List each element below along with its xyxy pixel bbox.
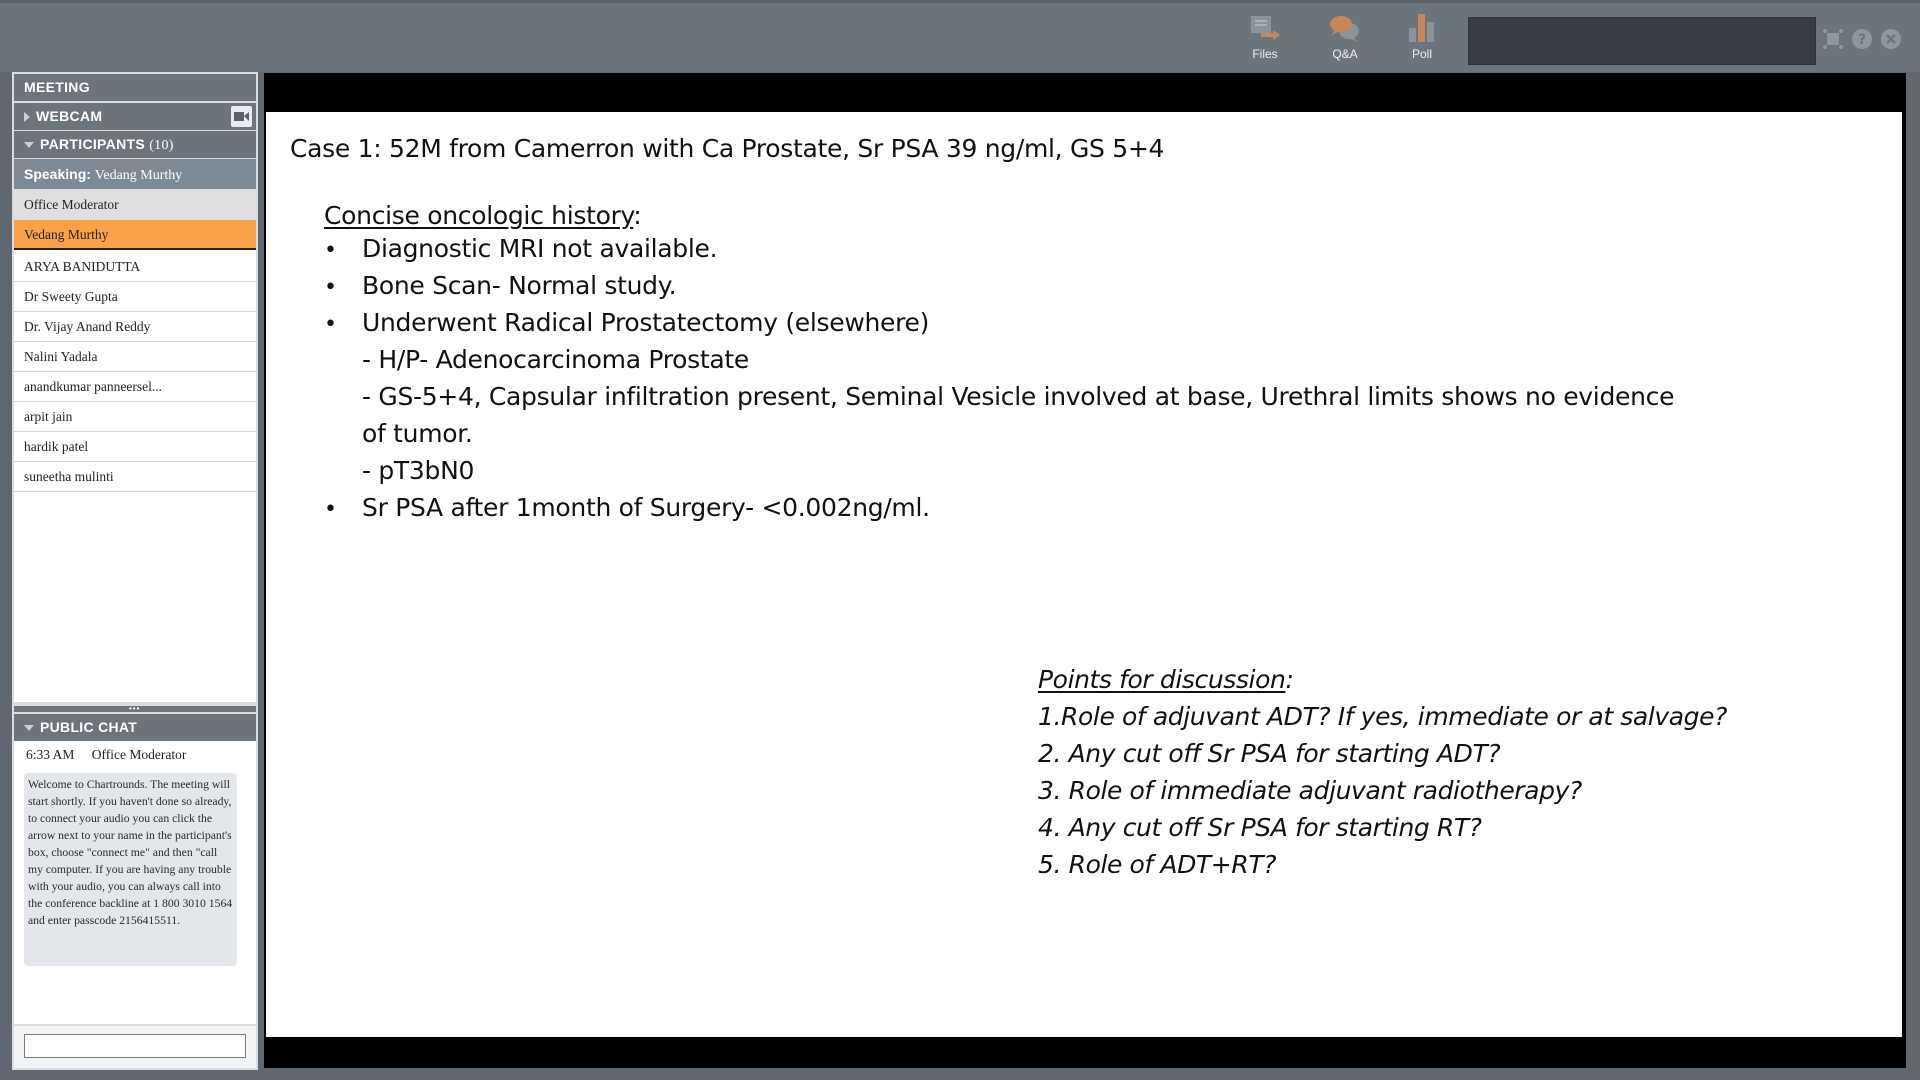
participant-row[interactable]: [14, 252, 256, 282]
meeting-title-box: [1468, 17, 1816, 65]
discussion-heading-colon: :: [1285, 665, 1294, 694]
close-button[interactable]: [1880, 28, 1902, 50]
participant-row[interactable]: [14, 432, 256, 462]
poll-button[interactable]: [1387, 13, 1457, 71]
participants-count: (10): [149, 138, 174, 153]
discussion-point: 2. Any cut off Sr PSA for starting ADT?: [1038, 739, 1501, 768]
participant-row[interactable]: [14, 342, 256, 372]
history-line: Diagnostic MRI not available.: [362, 234, 718, 263]
bullet-icon: •: [324, 497, 337, 522]
presentation-slide: [266, 112, 1902, 1037]
collapse-arrow-icon: [24, 725, 34, 731]
fullscreen-button[interactable]: [1822, 28, 1844, 50]
participant-row[interactable]: [14, 190, 256, 220]
discussion-point: 5. Role of ADT+RT?: [1038, 850, 1277, 879]
history-line: - pT3bN0: [362, 456, 475, 485]
participant-row[interactable]: [14, 282, 256, 312]
bullet-icon: •: [324, 238, 337, 263]
slide-title: Case 1: 52M from Camerron with Ca Prostate, Sr PSA 39 ng/ml, GS 5+4: [290, 134, 1165, 163]
speaking-name: Vedang Murthy: [94, 168, 183, 183]
chat-input[interactable]: [24, 1034, 246, 1058]
history-heading-colon: :: [633, 201, 642, 230]
files-icon: [1247, 13, 1283, 43]
video-camera-icon: [231, 106, 252, 127]
poll-label: Poll: [1411, 47, 1432, 61]
panel-resize-handle[interactable]: [14, 706, 256, 712]
participants-header[interactable]: [14, 131, 256, 158]
history-line: Bone Scan- Normal study.: [362, 271, 677, 300]
qa-label: Q&A: [1332, 47, 1358, 61]
qa-button[interactable]: [1310, 13, 1380, 71]
chat-input-area: [14, 1024, 256, 1068]
chat-author: Office Moderator: [91, 747, 187, 762]
history-heading-text: Concise oncologic history: [324, 201, 634, 230]
history-line: of tumor.: [362, 419, 473, 448]
webcam-header-label: WEBCAM: [36, 108, 103, 124]
chat-message-meta: [26, 747, 186, 763]
participant-name: suneetha mulinti: [24, 469, 114, 484]
participant-name: Dr Sweety Gupta: [24, 289, 118, 304]
participant-name: Office Moderator: [24, 197, 119, 212]
speaking-indicator: [14, 159, 256, 189]
files-button[interactable]: [1230, 13, 1300, 71]
participant-row[interactable]: [14, 372, 256, 402]
meeting-header-label: MEETING: [24, 79, 90, 95]
participant-name: arpit jain: [24, 409, 73, 424]
sidebar: [12, 72, 258, 1070]
participant-name: Nalini Yadala: [24, 349, 98, 364]
history-heading: [324, 201, 641, 230]
expand-arrow-icon: [24, 112, 30, 122]
history-line: - GS-5+4, Capsular infiltration present, Seminal Vesicle involved at base, Urethral limits shows no evidence: [362, 382, 1675, 411]
fullscreen-icon: [1822, 28, 1844, 50]
meeting-header[interactable]: [14, 74, 256, 101]
participant-name: hardik patel: [24, 439, 89, 454]
discussion-heading: [1038, 665, 1293, 694]
discussion-point: 1.Role of adjuvant ADT? If yes, immediate or at salvage?: [1038, 702, 1727, 731]
webcam-header[interactable]: [14, 103, 256, 130]
participant-name: ARYA BANIDUTTA: [24, 259, 141, 274]
qa-icon: [1327, 13, 1363, 43]
public-chat-header[interactable]: [14, 714, 256, 741]
participant-name: Vedang Murthy: [24, 227, 109, 242]
participant-row[interactable]: [14, 402, 256, 432]
discussion-point: 3. Role of immediate adjuvant radiotherapy?: [1038, 776, 1582, 805]
public-chat-header-label: PUBLIC CHAT: [40, 719, 138, 735]
collapse-arrow-icon: [24, 142, 34, 148]
participant-name: Dr. Vijay Anand Reddy: [24, 319, 151, 334]
bullet-icon: •: [324, 312, 337, 337]
participant-row[interactable]: [14, 312, 256, 342]
participant-row[interactable]: [14, 462, 256, 492]
discussion-point: 4. Any cut off Sr PSA for starting RT?: [1038, 813, 1482, 842]
top-toolbar: [0, 0, 1920, 72]
chat-timestamp: 6:33 AM: [26, 747, 75, 762]
bullet-icon: •: [324, 275, 337, 300]
history-line: Underwent Radical Prostatectomy (elsewhere): [362, 308, 930, 337]
grip-dots-icon: •••: [129, 704, 141, 713]
chat-messages: [14, 741, 256, 1024]
speaking-label: Speaking:: [24, 166, 91, 182]
close-icon: [1880, 28, 1902, 50]
webcam-toggle-button[interactable]: [231, 106, 252, 127]
chat-message-bubble: Welcome to Chartrounds. The meeting will start shortly. If you haven't done so already, to connect your audio you can click the arrow next to your name in the participant's box, choose "connect me" and then "call my computer. If you are having any trouble with your audio, you can always call into the conference backline at 1 800 3010 1564 and enter passcode 2156415511.: [24, 773, 237, 966]
participant-row-presenter[interactable]: [14, 220, 256, 250]
participant-name: anandkumar panneersel...: [24, 379, 162, 394]
participants-list: [14, 190, 256, 702]
discussion-heading-text: Points for discussion: [1038, 665, 1286, 694]
history-line: - H/P- Adenocarcinoma Prostate: [362, 345, 749, 374]
files-label: Files: [1252, 47, 1278, 61]
history-line: Sr PSA after 1month of Surgery- <0.002ng/ml.: [362, 493, 930, 522]
poll-icon: [1404, 13, 1440, 43]
svg-text:?: ?: [1857, 32, 1867, 48]
help-button[interactable]: [1851, 28, 1873, 50]
participants-header-label: PARTICIPANTS: [40, 136, 145, 152]
help-icon: [1851, 28, 1873, 50]
